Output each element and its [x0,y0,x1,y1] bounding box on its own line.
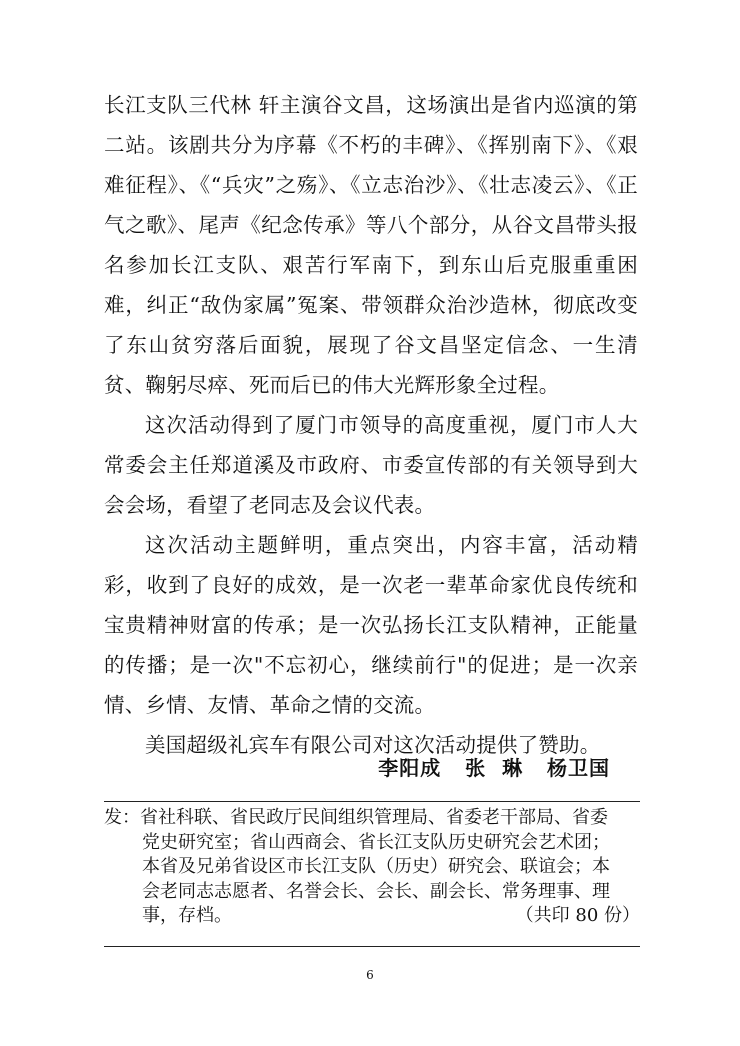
distribution-list [104,806,640,929]
signatures: 李阳成 张 琳 杨卫国 [378,756,610,780]
distribution-line-2: 党史研究室；省山西商会、省长江支队历史研究会艺术团； [142,831,610,853]
paragraph-2: 这次活动得到了厦门市领导的高度重视，厦门市人大常委会主任郑道溪及市政府、市委宣传部的有关领导到大会会场，看望了老同志及会议代表。 [104,413,638,517]
distribution-line-1 [104,806,640,831]
distribution-line-3: 本省及兄弟省设区市长江支队（历史）研究会、联谊会；本 [142,856,610,877]
distribution-label: 发： [104,807,140,828]
distribution-text: 省社科联、省民政厅民间组织管理局、省委老干部局、省委 [140,807,608,828]
body-text [104,85,638,765]
distribution-top-rule [104,801,640,802]
distribution-bottom-rule [104,946,640,947]
distribution-line-4: 会老同志志愿者、名誉会长、会长、副会长、常务理事、理 [142,880,610,902]
page-number: 6 [366,968,374,982]
paragraph-1: 长江支队三代林 轩主演谷文昌，这场演出是省内巡演的第二站。该剧共分为序幕《不朽的丰碑》、《挥别南下》、《艰难征程》、《“兵灾”之殇》、《立志治沙》、《壮志凌云》、《正气之歌》、尾声《纪念传承》等八个部分，从谷文昌带头报名参加长江支队、艰苦行军南下，到东山后克服重重困难，纠正“敌伪家属”冤案、带领群众治沙造林，彻底改变了东山贫穷落后面貌，展现了谷文昌坚定信念、一生清贫、鞠躬尽瘁、死而后已的伟大光辉形象全过程。 [104,93,638,397]
paragraph-3: 这次活动主题鲜明，重点突出，内容丰富，活动精彩，收到了良好的成效，是一次老一辈革命家优良传统和宝贵精神财富的传承；是一次弘扬长江支队精神，正能量的传播；是一次"不忘初心，继续前行"的促进；是一次亲情、乡情、友情、革命之情的交流。 [104,533,638,717]
print-copies: （共印 80 份） [515,905,640,926]
distribution-line-5 [104,904,640,929]
paragraph-4: 美国超级礼宾车有限公司对这次活动提供了赞助。 [145,733,601,757]
distribution-last-text: 事，存档。 [142,905,232,926]
